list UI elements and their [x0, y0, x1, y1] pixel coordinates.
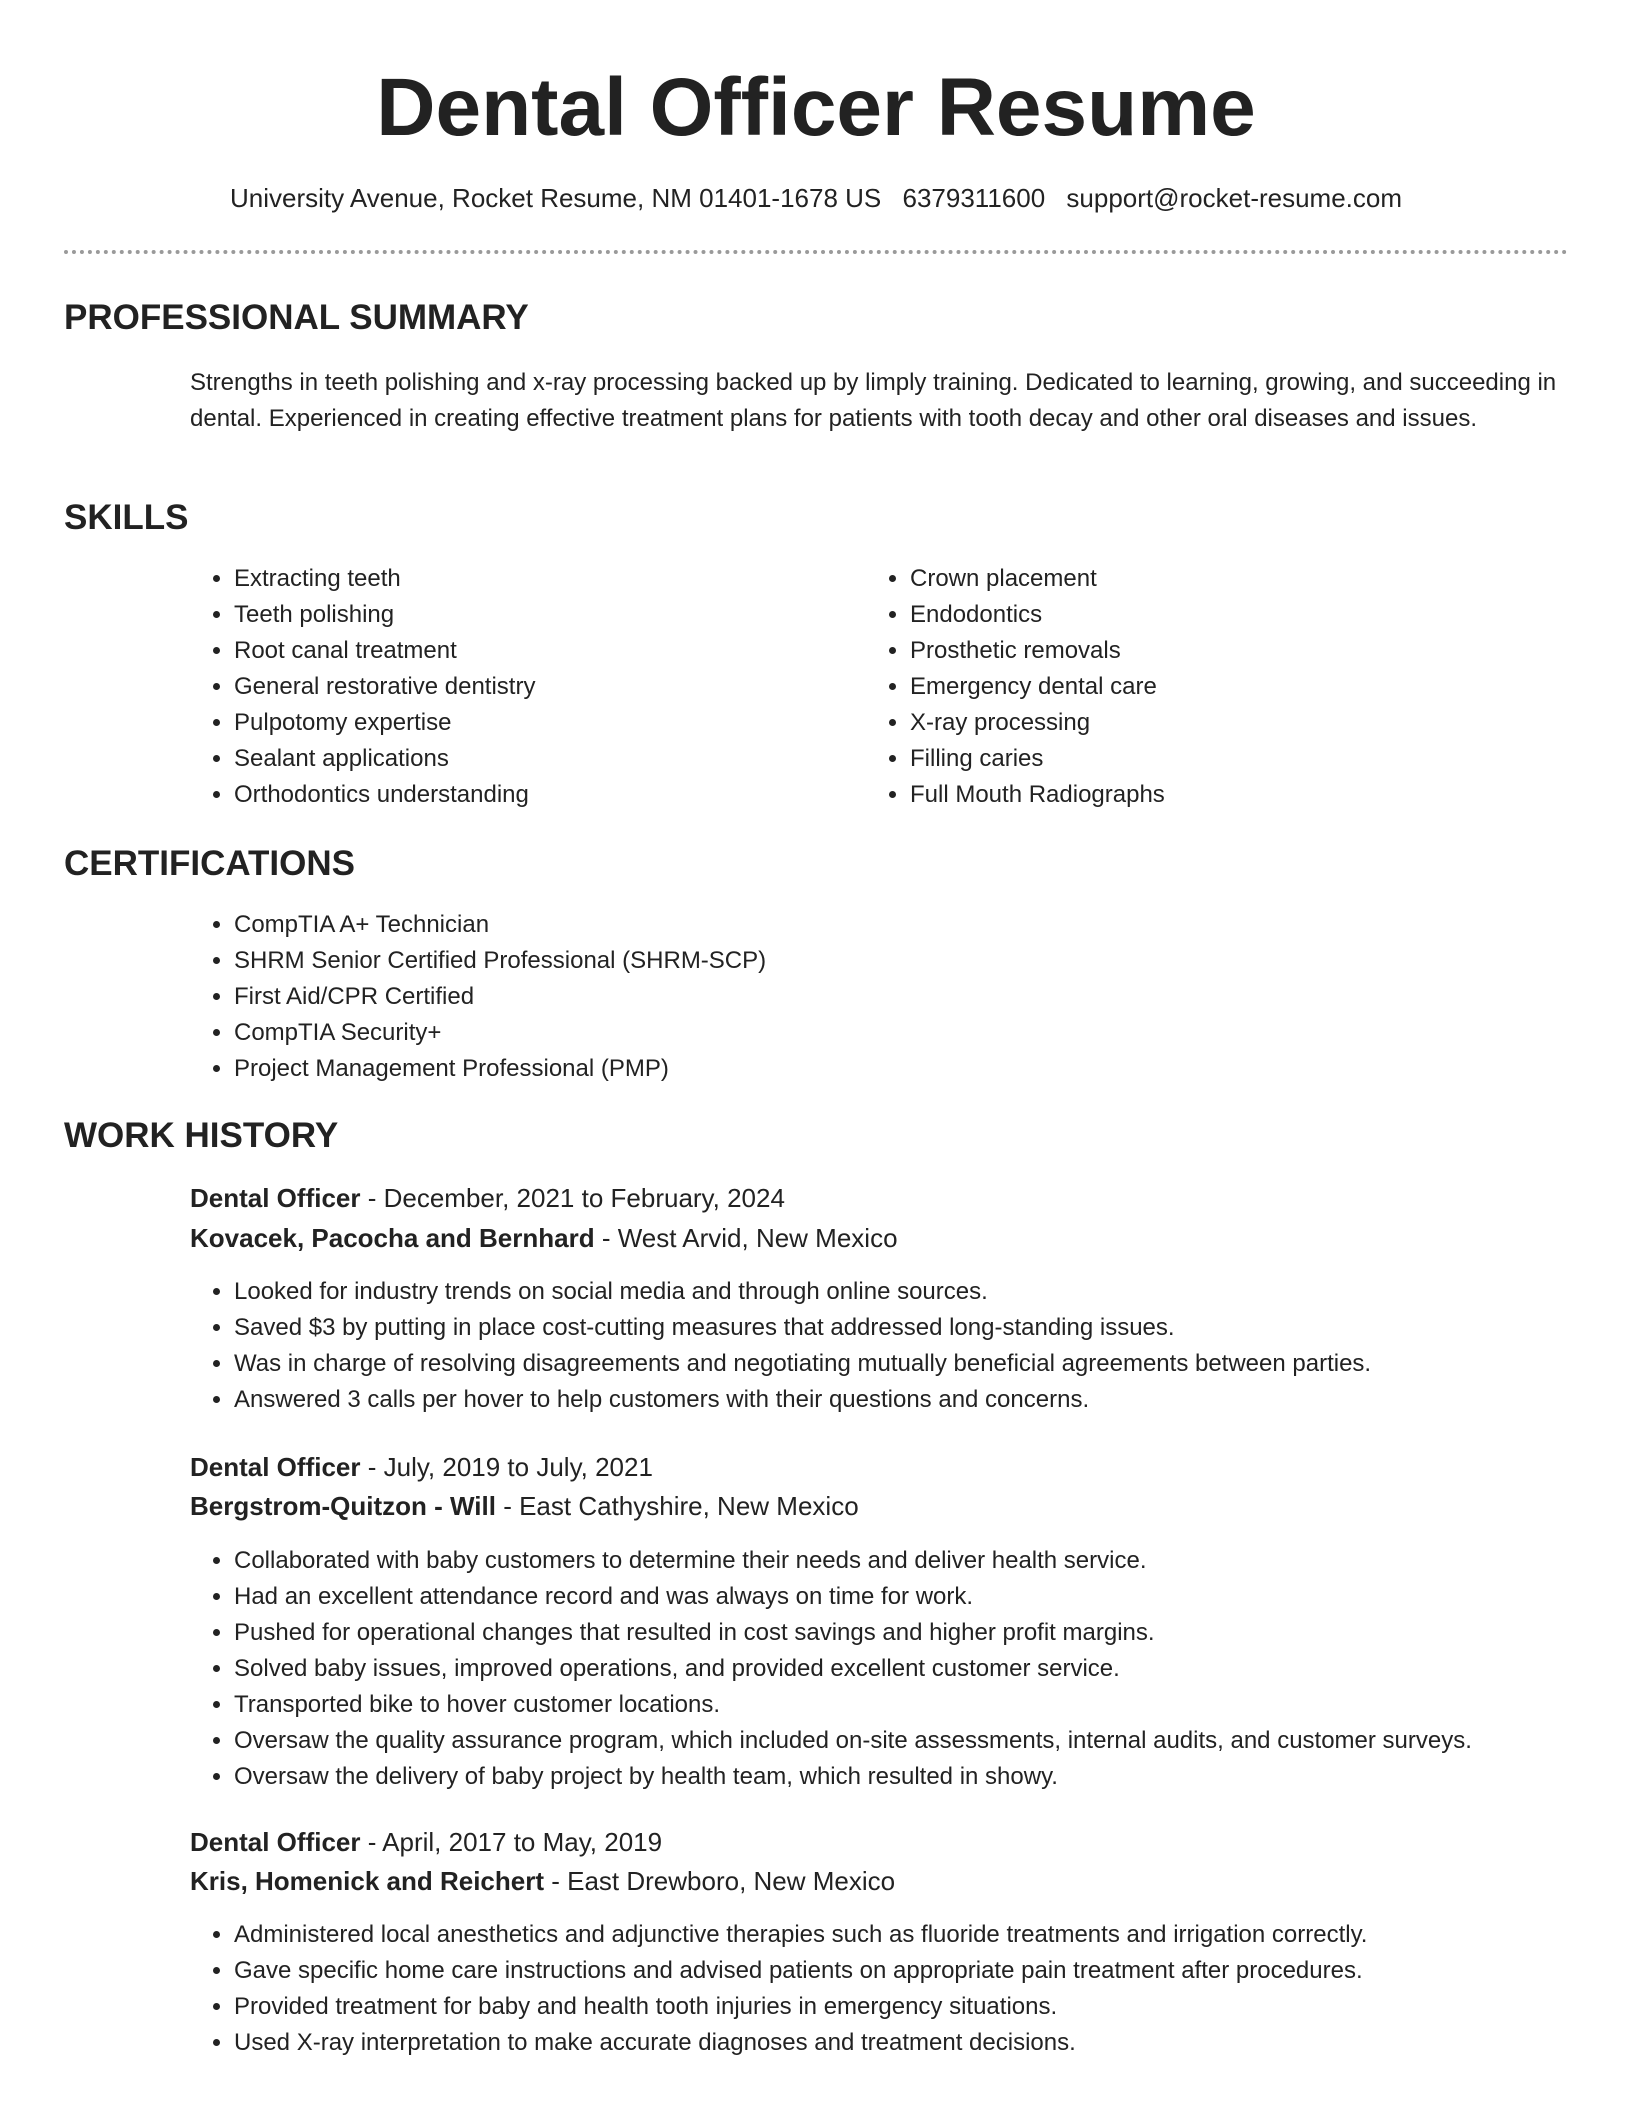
summary-text: Strengths in teeth polishing and x-ray processing backed up by limply training. Dedicated to learning, growing, and succeeding in dental. Experienced in creating effective treatment plans for patients with tooth decay and other oral diseases and issues. — [190, 369, 1557, 432]
list-item: • Root canal treatment — [234, 633, 535, 669]
work-heading: WORK HISTORY — [64, 1116, 339, 1155]
job-3-title-line — [190, 1822, 662, 1862]
list-item: • CompTIA Security+ — [234, 1015, 766, 1051]
list-item: • Full Mouth Radiographs — [910, 777, 1165, 813]
list-item: • Administered local anesthetics and adjunctive therapies such as fluoride treatments and irrigation correctly. — [234, 1917, 1367, 1953]
list-item: • Pushed for operational changes that resulted in cost savings and higher profit margins. — [234, 1615, 1472, 1651]
list-item: • Emergency dental care — [910, 669, 1165, 705]
list-item: • X-ray processing — [910, 705, 1165, 741]
job-1-dates: - December, 2021 to February, 2024 — [360, 1183, 785, 1213]
list-item: • CompTIA A+ Technician — [234, 907, 766, 943]
contact-email: support@rocket-resume.com — [1066, 183, 1403, 213]
job-2-bullets — [190, 1543, 1472, 1795]
list-item: • Transported bike to hover customer locations. — [234, 1687, 1472, 1723]
contact-address: University Avenue, Rocket Resume, NM 01401-1678 US — [229, 183, 882, 213]
list-item: • First Aid/CPR Certified — [234, 979, 766, 1015]
list-item: • Extracting teeth — [234, 561, 535, 597]
list-item: • Orthodontics understanding — [234, 777, 535, 813]
skills-heading: SKILLS — [64, 498, 189, 537]
job-3-dates: - April, 2017 to May, 2019 — [360, 1827, 663, 1857]
summary-heading: PROFESSIONAL SUMMARY — [64, 298, 529, 337]
job-3-company-line — [190, 1861, 895, 1901]
list-item: • General restorative dentistry — [234, 669, 535, 705]
certifications-heading: CERTIFICATIONS — [64, 844, 356, 883]
list-item: • Had an excellent attendance record and was always on time for work. — [234, 1579, 1472, 1615]
job-2-dates: - July, 2019 to July, 2021 — [360, 1452, 653, 1482]
list-item: • Teeth polishing — [234, 597, 535, 633]
job-3-location: - East Drewboro, New Mexico — [544, 1866, 896, 1896]
resume-title: Dental Officer Resume — [376, 62, 1256, 153]
job-2-location: - East Cathyshire, New Mexico — [495, 1491, 859, 1521]
list-item: • Solved baby issues, improved operations, and provided excellent customer service. — [234, 1651, 1472, 1687]
job-1-bullets — [190, 1274, 1371, 1418]
list-item: • Looked for industry trends on social media and through online sources. — [234, 1274, 1371, 1310]
list-item: • Saved $3 by putting in place cost-cutting measures that addressed long-standing issues. — [234, 1310, 1371, 1346]
skills-list-right — [866, 561, 1165, 813]
job-3-title: Dental Officer — [190, 1827, 361, 1857]
job-1-title-line — [190, 1178, 785, 1218]
job-2-title-line — [190, 1447, 653, 1487]
job-1-title: Dental Officer — [190, 1183, 361, 1213]
list-item: • Endodontics — [910, 597, 1165, 633]
contact-phone: 6379311600 — [902, 183, 1046, 213]
list-item: • Provided treatment for baby and health tooth injuries in emergency situations. — [234, 1989, 1367, 2025]
job-1-location: - West Arvid, New Mexico — [594, 1223, 898, 1253]
list-item: • Collaborated with baby customers to determine their needs and deliver health service. — [234, 1543, 1472, 1579]
contact-line — [0, 180, 1632, 216]
job-3-bullets — [190, 1917, 1367, 2061]
list-item: • Prosthetic removals — [910, 633, 1165, 669]
list-item: • Was in charge of resolving disagreements and negotiating mutually beneficial agreements between parties. — [234, 1346, 1371, 1382]
list-item: • Oversaw the quality assurance program, which included on-site assessments, internal audits, and customer surveys. — [234, 1723, 1472, 1759]
list-item: • SHRM Senior Certified Professional (SHRM-SCP) — [234, 943, 766, 979]
certifications-list — [190, 907, 766, 1087]
list-item: • Crown placement — [910, 561, 1165, 597]
job-1-company-line — [190, 1218, 898, 1258]
header-divider — [64, 250, 1568, 254]
list-item: • Project Management Professional (PMP) — [234, 1051, 766, 1087]
list-item: • Filling caries — [910, 741, 1165, 777]
job-2-title: Dental Officer — [190, 1452, 361, 1482]
list-item: • Pulpotomy expertise — [234, 705, 535, 741]
list-item: • Oversaw the delivery of baby project by health team, which resulted in showy. — [234, 1759, 1472, 1795]
list-item: • Answered 3 calls per hover to help customers with their questions and concerns. — [234, 1382, 1371, 1418]
list-item: • Used X-ray interpretation to make accurate diagnoses and treatment decisions. — [234, 2025, 1367, 2061]
job-1-company: Kovacek, Pacocha and Bernhard — [190, 1223, 595, 1253]
list-item: • Sealant applications — [234, 741, 535, 777]
job-2-company: Bergstrom-Quitzon - Will — [190, 1491, 496, 1521]
skills-list-left — [190, 561, 535, 813]
list-item: • Gave specific home care instructions and advised patients on appropriate pain treatment after procedures. — [234, 1953, 1367, 1989]
job-2-company-line — [190, 1486, 859, 1526]
job-3-company: Kris, Homenick and Reichert — [190, 1866, 544, 1896]
